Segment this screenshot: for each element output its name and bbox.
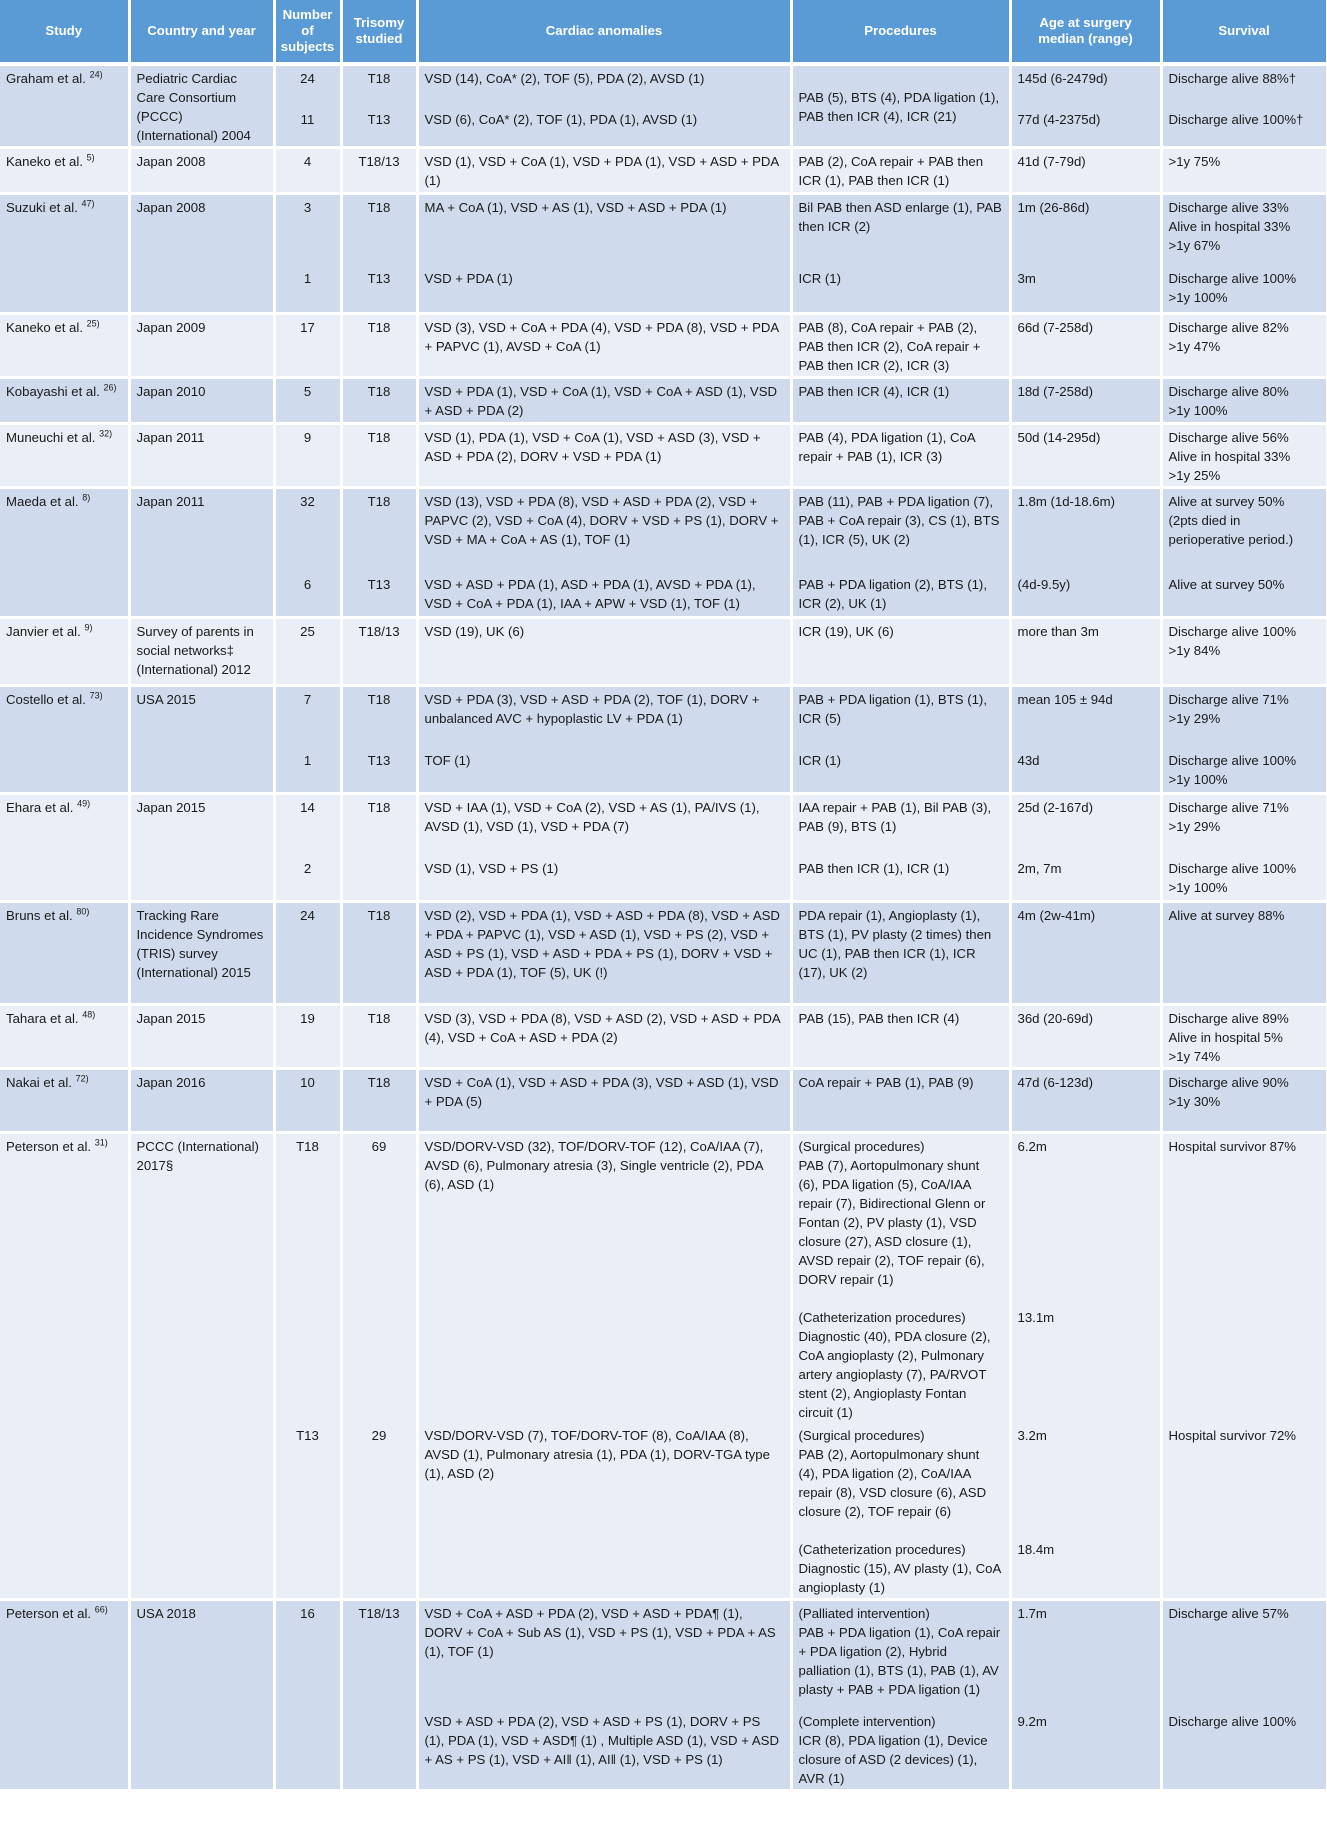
age-cell: 18d (7-258d) — [1010, 378, 1161, 424]
age-cell: 1.7m — [1010, 1600, 1161, 1701]
subjects-cell: 29 — [341, 1423, 417, 1600]
trisomy-cell: T13 — [341, 100, 417, 148]
study-cell: Bruns et al. $^{80)}$ — [0, 902, 129, 1005]
catheterization-procedures: (Catheterization procedures) Diagnostic (15), AV plasty (1), CoA angioplasty (1) — [798, 1542, 1001, 1595]
header-survival: Survival — [1161, 0, 1327, 64]
anomalies-cell: VSD (1), VSD + PS (1) — [417, 856, 791, 902]
trisomy-cell: T18 — [341, 1069, 417, 1133]
trisomy-cell: T13 — [274, 1423, 341, 1600]
country-cell: Japan 2008 — [129, 148, 274, 194]
trisomy-cell: T18 — [341, 378, 417, 424]
procedures-cell: PAB (8), CoA repair + PAB (2), PAB then ICR (2), CoA repair + PAB then ICR (2), ICR (3) — [791, 314, 1010, 378]
study-cell: Maeda et al. $^{8)}$ — [0, 488, 129, 618]
subjects-cell: 10 — [274, 1069, 341, 1133]
country-cell: Tracking Rare Incidence Syndromes (TRIS) survey (International) 2015 — [129, 902, 274, 1005]
survival-cell: Discharge alive 100% >1y 100% — [1161, 856, 1327, 902]
procedures-cell: PAB then ICR (4), ICR (1) — [791, 378, 1010, 424]
anomalies-cell: VSD + ASD + PDA (2), VSD + ASD + PS (1), DORV + PS (1), PDA (1), VSD + ASD¶ (1) , Multiple ASD (1), VSD + ASD + AS + PS (1), VSD + AI‖ (1), AI‖ (1), VSD + PS (1) — [417, 1700, 791, 1791]
age-cell: 1m (26-86d) — [1010, 194, 1161, 266]
survival-cell: Hospital survivor 72% — [1161, 1423, 1327, 1600]
survival-cell: Alive at survey 50% — [1161, 572, 1327, 618]
trisomy-cell: T13 — [341, 572, 417, 618]
country-cell: Japan 2009 — [129, 314, 274, 378]
header-row — [0, 0, 1327, 64]
anomalies-cell: VSD (2), VSD + PDA (1), VSD + ASD + PDA (8), VSD + ASD + PDA + PAPVC (1), VSD + ASD (1), VSD + PS (2), VSD + ASD + PS (1), VSD + ASD + PDA + PS (1), DORV + VSD + ASD + PDA (1), TOF (5), UK (!) — [417, 902, 791, 1005]
procedures-cell: ICR (19), UK (6) — [791, 618, 1010, 686]
survival-cell: Discharge alive 100%† — [1161, 100, 1327, 148]
table-row — [0, 64, 1327, 100]
table-row — [0, 1133, 1327, 1424]
trisomy-cell — [341, 856, 417, 902]
age-cell: (4d-9.5y) — [1010, 572, 1161, 618]
study-cell: Peterson et al. $^{31)}$ — [0, 1133, 129, 1600]
trisomy-cell: T18 — [341, 1005, 417, 1069]
subjects-cell: 19 — [274, 1005, 341, 1069]
survival-cell: Discharge alive 88%† — [1161, 64, 1327, 100]
study-cell: Costello et al. $^{73)}$ — [0, 686, 129, 794]
country-cell: Japan 2008 — [129, 194, 274, 314]
subjects-cell: 17 — [274, 314, 341, 378]
header-cardiac-anomalies: Cardiac anomalies — [417, 0, 791, 64]
trisomy-cell: T18 — [341, 64, 417, 100]
table-row — [0, 794, 1327, 856]
survival-cell: Discharge alive 82% >1y 47% — [1161, 314, 1327, 378]
study-cell: Janvier et al. $^{9)}$ — [0, 618, 129, 686]
study-cell: Tahara et al. $^{48)}$ — [0, 1005, 129, 1069]
survival-cell: Discharge alive 71% >1y 29% — [1161, 686, 1327, 748]
table-row — [0, 148, 1327, 194]
survival-cell: Discharge alive 100% >1y 84% — [1161, 618, 1327, 686]
catheterization-procedures: (Catheterization procedures) Diagnostic (40), PDA closure (2), CoA angioplasty (2), Pulmonary artery angioplasty (7), PA/RVOT stent (2), Angioplasty Fontan circuit (1) — [798, 1310, 991, 1420]
study-cell: Suzuki et al. $^{47)}$ — [0, 194, 129, 314]
survival-cell: Alive at survey 88% — [1161, 902, 1327, 1005]
anomalies-cell: VSD (1), VSD + CoA (1), VSD + PDA (1), VSD + ASD + PDA (1) — [417, 148, 791, 194]
country-cell: Japan 2015 — [129, 794, 274, 902]
trisomy-cell: T18 — [341, 902, 417, 1005]
subjects-cell: 24 — [274, 902, 341, 1005]
country-cell: USA 2018 — [129, 1600, 274, 1791]
procedures-cell: PAB + PDA ligation (1), BTS (1), ICR (5) — [791, 686, 1010, 748]
survival-cell: Discharge alive 89% Alive in hospital 5% >1y 74% — [1161, 1005, 1327, 1069]
age-cell: 145d (6-2479d) — [1010, 64, 1161, 100]
subjects-cell: 3 — [274, 194, 341, 266]
procedures-cell: ICR (1) — [791, 748, 1010, 794]
anomalies-cell: VSD (13), VSD + PDA (8), VSD + ASD + PDA (2), VSD + PAPVC (2), VSD + CoA (4), DORV + VSD + PS (1), DORV + VSD + MA + CoA + AS (1), TOF (1) — [417, 488, 791, 572]
survival-cell: Discharge alive 71% >1y 29% — [1161, 794, 1327, 856]
procedures-cell: (Palliated intervention) PAB + PDA ligation (1), CoA repair + PDA ligation (2), Hybrid palliation (1), BTS (1), PAB (1), AV plasty + PAB + PDA ligation (1) — [791, 1600, 1010, 1701]
country-cell: Japan 2016 — [129, 1069, 274, 1133]
procedures-cell: PDA repair (1), Angioplasty (1), BTS (1), PV plasty (2 times) then UC (1), PAB then ICR (1), ICR (17), UK (2) — [791, 902, 1010, 1005]
header-country-year: Country and year — [129, 0, 274, 64]
trisomy-cell: T13 — [341, 748, 417, 794]
subjects-cell: 16 — [274, 1600, 341, 1791]
header-study: Study — [0, 0, 129, 64]
anomalies-cell: VSD (3), VSD + CoA + PDA (4), VSD + PDA (8), VSD + PDA + PAPVC (1), AVSD + CoA (1) — [417, 314, 791, 378]
country-cell: USA 2015 — [129, 686, 274, 794]
country-cell: Pediatric Cardiac Care Consortium (PCCC) (International) 2004 — [129, 64, 274, 148]
country-cell: Japan 2010 — [129, 378, 274, 424]
anomalies-cell: VSD + IAA (1), VSD + CoA (2), VSD + AS (1), PA/IVS (1), AVSD (1), VSD (1), VSD + PDA (7) — [417, 794, 791, 856]
age-cell: 4m (2w-41m) — [1010, 902, 1161, 1005]
procedures-cell: PAB (4), PDA ligation (1), CoA repair + PAB (1), ICR (3) — [791, 424, 1010, 488]
age-cell: 47d (6-123d) — [1010, 1069, 1161, 1133]
procedures-cell: PAB (15), PAB then ICR (4) — [791, 1005, 1010, 1069]
procedures-cell: PAB (2), CoA repair + PAB then ICR (1), PAB then ICR (1) — [791, 148, 1010, 194]
study-cell: Kaneko et al. $^{5)}$ — [0, 148, 129, 194]
table-row — [0, 378, 1327, 424]
age-cell: 2m, 7m — [1010, 856, 1161, 902]
age-cell: 9.2m — [1010, 1700, 1161, 1791]
table-row — [0, 1600, 1327, 1701]
survival-cell: Discharge alive 33% Alive in hospital 33% >1y 67% — [1161, 194, 1327, 266]
age-cell: 1.8m (1d-18.6m) — [1010, 488, 1161, 572]
table-row — [0, 194, 1327, 266]
table-row — [0, 314, 1327, 378]
age-cell: 41d (7-79d) — [1010, 148, 1161, 194]
subjects-cell: 69 — [341, 1133, 417, 1424]
survival-cell: Discharge alive 57% — [1161, 1600, 1327, 1701]
anomalies-cell: VSD + ASD + PDA (1), ASD + PDA (1), AVSD + PDA (1), VSD + CoA + PDA (1), IAA + APW + VSD (1), TOF (1) — [417, 572, 791, 618]
table-row — [0, 902, 1327, 1005]
table-row — [0, 618, 1327, 686]
age-cell: mean 105 ± 94d — [1010, 686, 1161, 748]
subjects-cell: 4 — [274, 148, 341, 194]
anomalies-cell: VSD (6), CoA* (2), TOF (1), PDA (1), AVSD (1) — [417, 100, 791, 148]
study-cell: Kaneko et al. $^{25)}$ — [0, 314, 129, 378]
table-row — [0, 1005, 1327, 1069]
study-cell: Nakai et al. $^{72)}$ — [0, 1069, 129, 1133]
header-trisomy: Trisomy studied — [341, 0, 417, 64]
surgical-procedures: (Surgical procedures) PAB (7), Aortopulmonary shunt (6), PDA ligation (5), CoA/IAA repair (7), Bidirectional Glenn or Fontan (2), PV plasty (1), VSD closure (27), ASD closure (1), AVSD repair (2), TOF repair (6), DORV repair (1) — [798, 1139, 986, 1287]
anomalies-cell: VSD/DORV-VSD (7), TOF/DORV-TOF (8), CoA/IAA (8), AVSD (1), Pulmonary atresia (1), PDA (1), DORV-TGA type (1), ASD (2) — [417, 1423, 791, 1600]
procedures-cell: PAB (11), PAB + PDA ligation (7), PAB + CoA repair (3), CS (1), BTS (1), ICR (5), UK (2) — [791, 488, 1010, 572]
anomalies-cell: VSD (19), UK (6) — [417, 618, 791, 686]
anomalies-cell: VSD + PDA (1), VSD + CoA (1), VSD + CoA + ASD (1), VSD + ASD + PDA (2) — [417, 378, 791, 424]
survival-cell: Discharge alive 80% >1y 100% — [1161, 378, 1327, 424]
procedures-cell — [791, 1133, 1010, 1424]
anomalies-cell: VSD/DORV-VSD (32), TOF/DORV-TOF (12), CoA/IAA (7), AVSD (6), Pulmonary atresia (3), Single ventricle (2), PDA (6), ASD (1) — [417, 1133, 791, 1424]
subjects-cell: 5 — [274, 378, 341, 424]
anomalies-cell: TOF (1) — [417, 748, 791, 794]
age-cell: 3m — [1010, 266, 1161, 314]
country-cell: Japan 2015 — [129, 1005, 274, 1069]
age-cell — [1010, 1423, 1161, 1600]
procedures-cell: ICR (1) — [791, 266, 1010, 314]
subjects-cell: 32 — [274, 488, 341, 572]
anomalies-cell: VSD (3), VSD + PDA (8), VSD + ASD (2), VSD + ASD + PDA (4), VSD + CoA + ASD + PDA (2) — [417, 1005, 791, 1069]
age-cell: 50d (14-295d) — [1010, 424, 1161, 488]
subjects-cell: 24 — [274, 64, 341, 100]
survival-cell: Discharge alive 100% — [1161, 1700, 1327, 1791]
trisomy-cell: T18 — [341, 686, 417, 748]
table-row — [0, 424, 1327, 488]
subjects-cell: 9 — [274, 424, 341, 488]
trisomy-cell: T18 — [341, 314, 417, 378]
country-cell: Japan 2011 — [129, 424, 274, 488]
age-cell: 25d (2-167d) — [1010, 794, 1161, 856]
study-cell: Muneuchi et al. $^{32)}$ — [0, 424, 129, 488]
subjects-cell: 14 — [274, 794, 341, 856]
age-cell: 36d (20-69d) — [1010, 1005, 1161, 1069]
anomalies-cell: VSD + PDA (3), VSD + ASD + PDA (2), TOF (1), DORV + unbalanced AVC + hypoplastic LV + PDA (1) — [417, 686, 791, 748]
trisomy-cell: T13 — [341, 266, 417, 314]
procedures-cell: PAB then ICR (1), ICR (1) — [791, 856, 1010, 902]
age-cell — [1010, 1133, 1161, 1424]
anomalies-cell: MA + CoA (1), VSD + AS (1), VSD + ASD + PDA (1) — [417, 194, 791, 266]
subjects-cell: 7 — [274, 686, 341, 748]
anomalies-cell: VSD + PDA (1) — [417, 266, 791, 314]
study-cell: Ehara et al. $^{49)}$ — [0, 794, 129, 902]
country-cell: Survey of parents in social networks‡ (International) 2012 — [129, 618, 274, 686]
anomalies-cell: VSD (1), PDA (1), VSD + CoA (1), VSD + ASD (3), VSD + ASD + PDA (2), DORV + VSD + PDA (1) — [417, 424, 791, 488]
table-row — [0, 1069, 1327, 1133]
age-cell: more than 3m — [1010, 618, 1161, 686]
subjects-cell: 2 — [274, 856, 341, 902]
trisomy-cell: T18/13 — [341, 618, 417, 686]
header-procedures: Procedures — [791, 0, 1010, 64]
catheter-age: 13.1m — [1017, 1310, 1055, 1325]
survival-cell: Hospital survivor 87% — [1161, 1133, 1327, 1424]
trisomy-cell: T18 — [341, 794, 417, 856]
trisomy-cell: T18/13 — [341, 1600, 417, 1791]
procedures-cell — [791, 1423, 1010, 1600]
procedures-cell: PAB (5), BTS (4), PDA ligation (1), PAB then ICR (4), ICR (21) — [791, 64, 1010, 148]
study-cell: Peterson et al. $^{66)}$ — [0, 1600, 129, 1791]
survival-cell: Discharge alive 56% Alive in hospital 33% >1y 25% — [1161, 424, 1327, 488]
country-cell: PCCC (International) 2017§ — [129, 1133, 274, 1600]
survival-cell: >1y 75% — [1161, 148, 1327, 194]
subjects-cell: 1 — [274, 266, 341, 314]
procedures-cell: IAA repair + PAB (1), Bil PAB (3), PAB (9), BTS (1) — [791, 794, 1010, 856]
country-cell: Japan 2011 — [129, 488, 274, 618]
table-row — [0, 488, 1327, 572]
subjects-cell: 1 — [274, 748, 341, 794]
trisomy-cell: T18/13 — [341, 148, 417, 194]
age-cell: 43d — [1010, 748, 1161, 794]
surgical-procedures: (Surgical procedures) PAB (2), Aortopulmonary shunt (4), PDA ligation (2), CoA/IAA repair (8), VSD closure (6), ASD closure (2), TOF repair (6) — [798, 1428, 987, 1519]
table-row — [0, 686, 1327, 748]
surgical-age: 6.2m — [1017, 1139, 1047, 1154]
procedures-cell: CoA repair + PAB (1), PAB (9) — [791, 1069, 1010, 1133]
header-number-of-subjects: Number of subjects — [274, 0, 341, 64]
procedures-cell: PAB + PDA ligation (2), BTS (1), ICR (2), UK (1) — [791, 572, 1010, 618]
trisomy-cell: T18 — [341, 194, 417, 266]
trisomy-cell: T18 — [274, 1133, 341, 1424]
procedures-cell: (Complete intervention) ICR (8), PDA ligation (1), Device closure of ASD (2 devices) (1), AVR (1) — [791, 1700, 1010, 1791]
study-cell: Graham et al. $^{24)}$ — [0, 64, 129, 148]
surgical-age: 3.2m — [1017, 1428, 1047, 1443]
age-cell: 66d (7-258d) — [1010, 314, 1161, 378]
survival-cell: Alive at survey 50% (2pts died in perioperative period.) — [1161, 488, 1327, 572]
survival-cell: Discharge alive 100% >1y 100% — [1161, 748, 1327, 794]
catheter-age: 18.4m — [1017, 1542, 1055, 1557]
trisomy-cell: T18 — [341, 424, 417, 488]
survival-cell: Discharge alive 100% >1y 100% — [1161, 266, 1327, 314]
subjects-cell: 6 — [274, 572, 341, 618]
study-cell: Kobayashi et al. $^{26)}$ — [0, 378, 129, 424]
procedures-cell: Bil PAB then ASD enlarge (1), PAB then ICR (2) — [791, 194, 1010, 266]
header-age-at-surgery: Age at surgery median (range) — [1010, 0, 1161, 64]
anomalies-cell: VSD (14), CoA* (2), TOF (5), PDA (2), AVSD (1) — [417, 64, 791, 100]
survival-cell: Discharge alive 90% >1y 30% — [1161, 1069, 1327, 1133]
age-cell: 77d (4-2375d) — [1010, 100, 1161, 148]
subjects-cell: 25 — [274, 618, 341, 686]
anomalies-cell: VSD + CoA + ASD + PDA (2), VSD + ASD + PDA¶ (1), DORV + CoA + Sub AS (1), VSD + PS (1), VSD + PDA + AS (1), TOF (1) — [417, 1600, 791, 1701]
subjects-cell: 11 — [274, 100, 341, 148]
trisomy-cell: T18 — [341, 488, 417, 572]
anomalies-cell: VSD + CoA (1), VSD + ASD + PDA (3), VSD + ASD (1), VSD + PDA (5) — [417, 1069, 791, 1133]
